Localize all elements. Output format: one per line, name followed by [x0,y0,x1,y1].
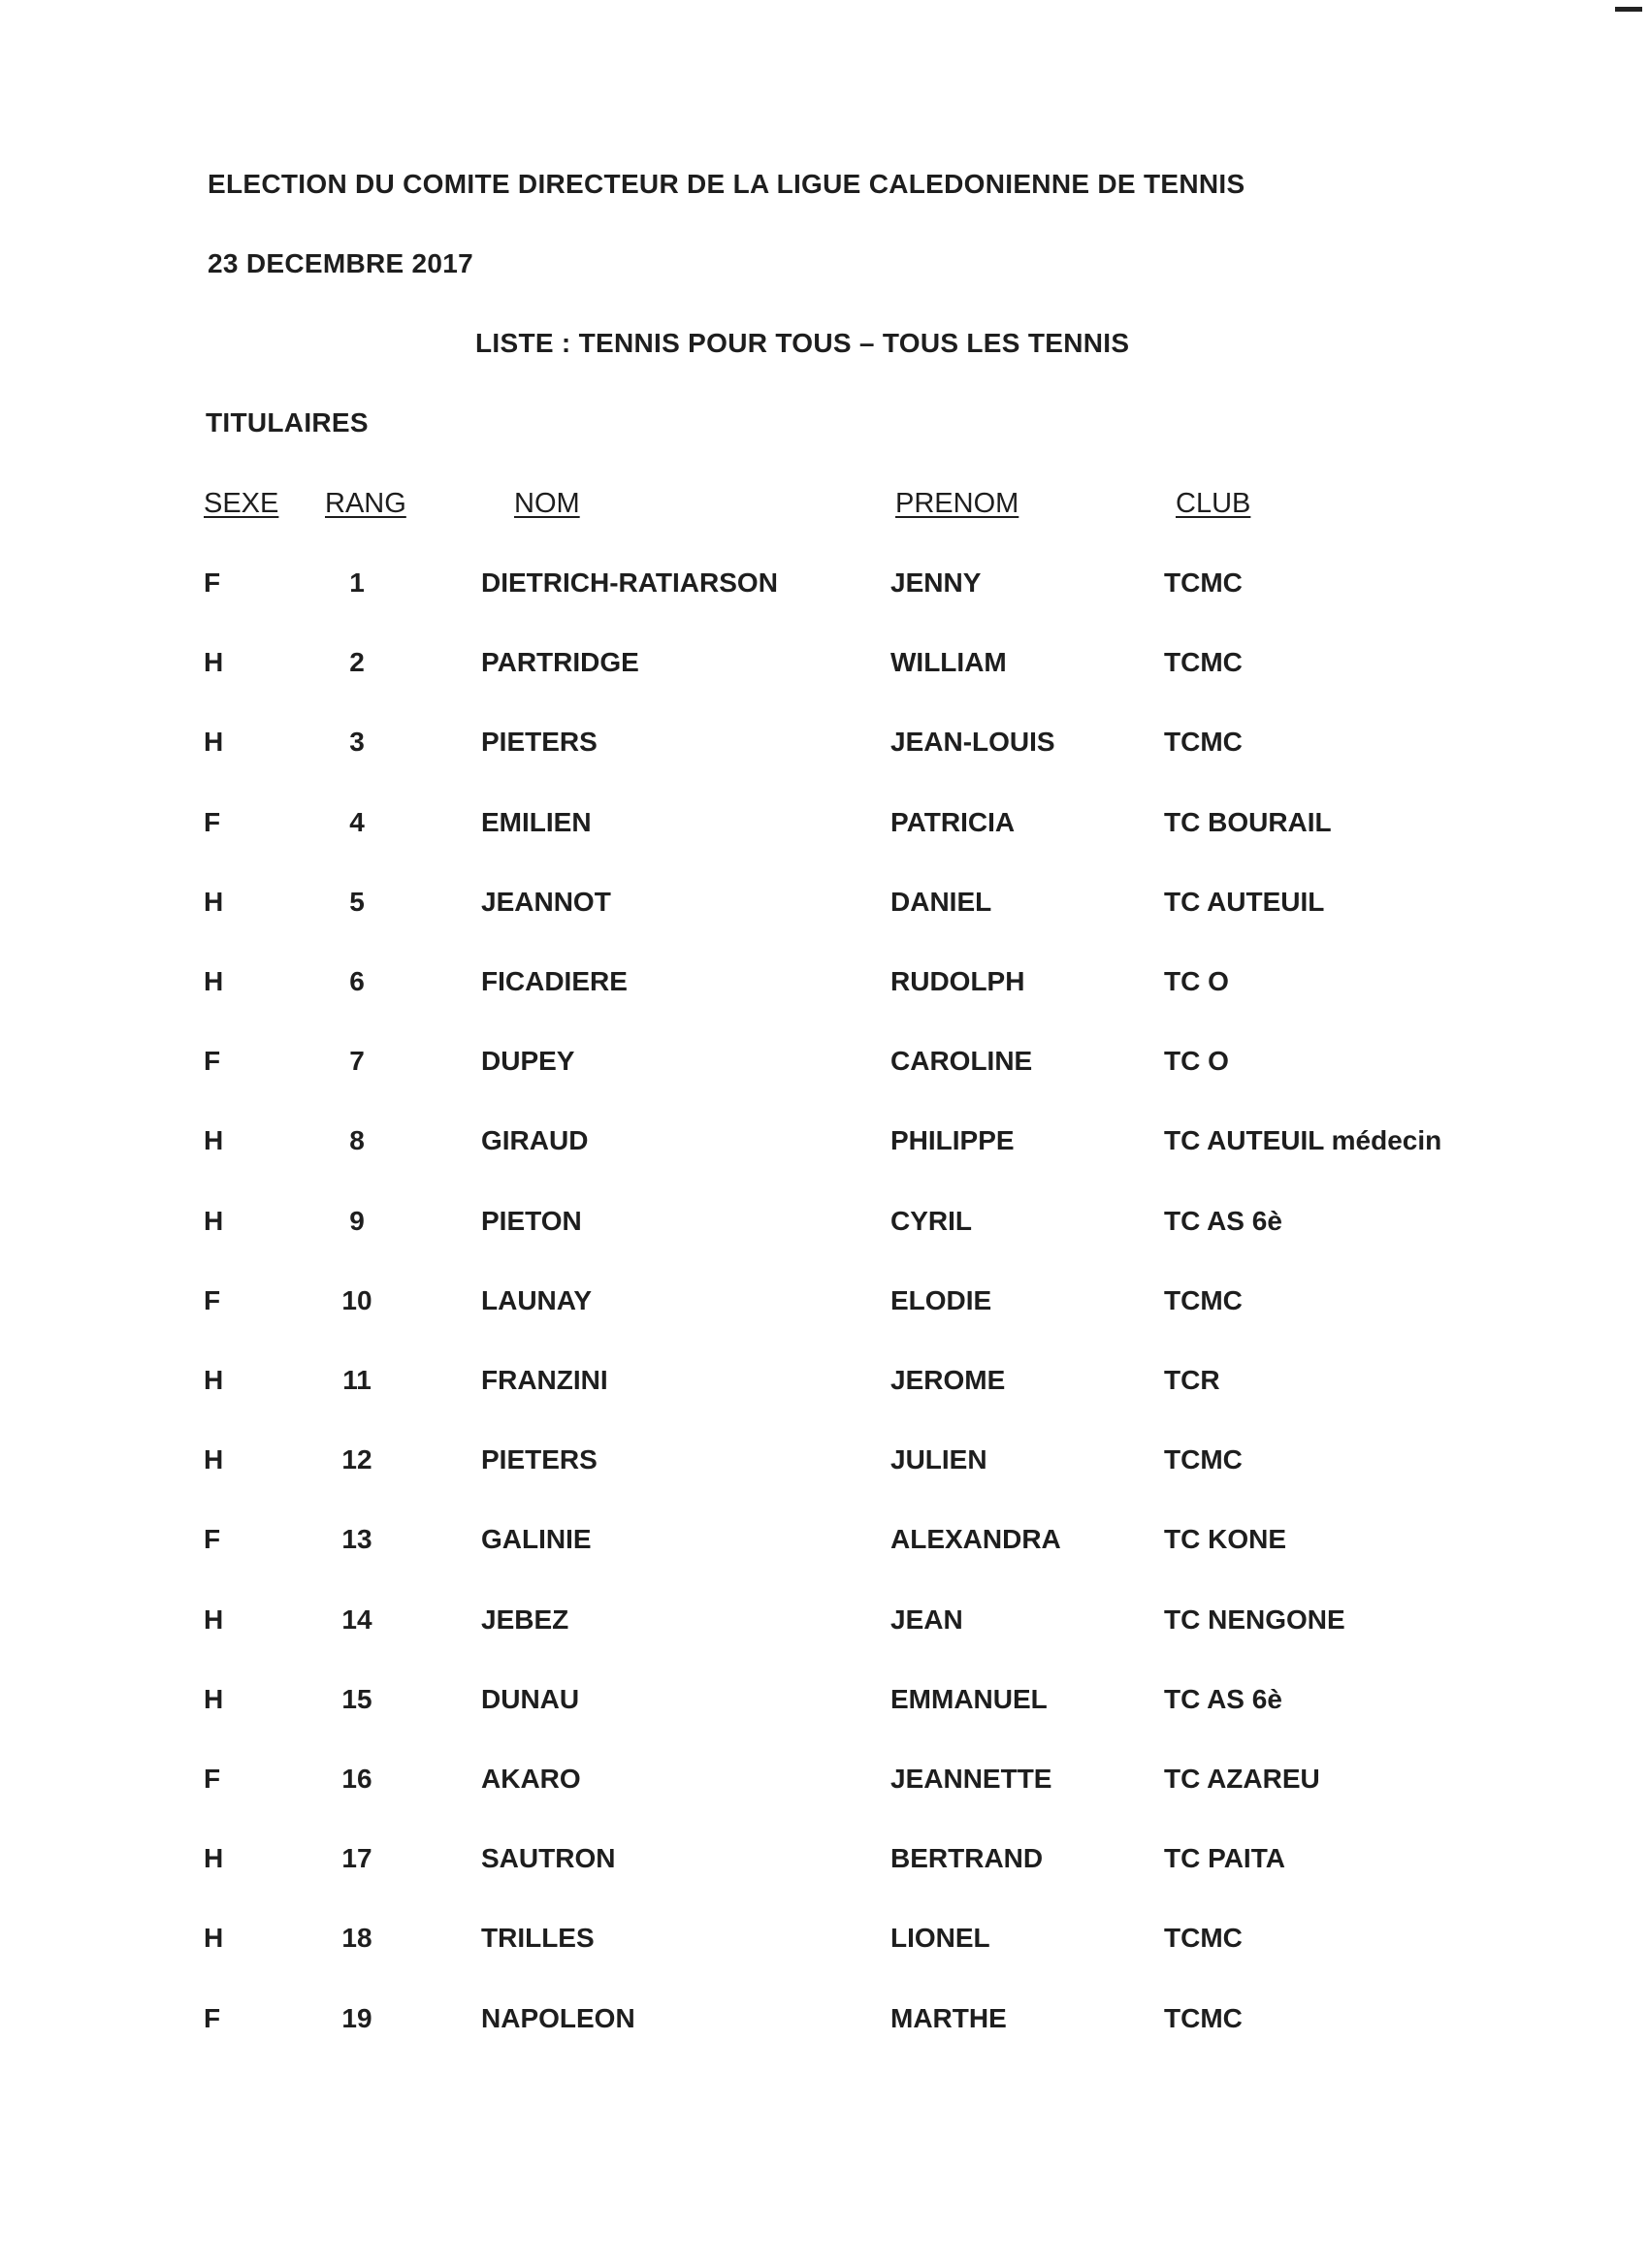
cell-prenom: LIONEL [890,1923,990,1953]
cell-sexe: H [204,727,224,757]
table-row [0,1764,1649,1802]
cell-sexe: F [204,1046,221,1076]
cell-sexe: H [204,1604,224,1635]
table-row [0,1206,1649,1245]
cell-prenom: BERTRAND [890,1843,1044,1873]
cell-nom: AKARO [481,1764,581,1794]
cell-sexe: F [204,567,221,598]
cell-nom: NAPOLEON [481,2003,635,2033]
table-row [0,1923,1649,1961]
column-header-nom: NOM [514,488,580,519]
cell-rang: 8 [349,1125,365,1155]
cell-nom: FICADIERE [481,966,628,996]
cell-nom: GIRAUD [481,1125,589,1155]
cell-nom: PIETON [481,1206,582,1236]
cell-prenom: JEAN-LOUIS [890,727,1055,757]
cell-club: TC NENGONE [1164,1604,1345,1635]
cell-prenom: ALEXANDRA [890,1524,1061,1554]
document-date: 23 DECEMBRE 2017 [208,248,474,278]
cell-sexe: H [204,1206,224,1236]
column-header-sexe: SEXE [204,488,279,519]
cell-prenom: PHILIPPE [890,1125,1015,1155]
table-row [0,567,1649,606]
cell-club: TC O [1164,966,1229,996]
table-row [0,1843,1649,1882]
cell-nom: JEBEZ [481,1604,569,1635]
cell-sexe: F [204,1764,221,1794]
cell-club: TC AZAREU [1164,1764,1320,1794]
cell-nom: EMILIEN [481,807,592,837]
cell-sexe: H [204,1684,224,1714]
cell-sexe: F [204,1524,221,1554]
cell-club: TC O [1164,1046,1229,1076]
cell-rang: 1 [349,567,365,598]
cell-rang: 13 [341,1524,372,1554]
cell-rang: 18 [341,1923,372,1953]
cell-nom: DUPEY [481,1046,575,1076]
cell-sexe: H [204,1365,224,1395]
table-row [0,1365,1649,1404]
table-row [0,1046,1649,1085]
cell-prenom: MARTHE [890,2003,1007,2033]
cell-nom: PIETERS [481,1444,598,1474]
cell-club: TCMC [1164,1444,1243,1474]
cell-club: TC AS 6è [1164,1684,1282,1714]
table-row [0,1684,1649,1723]
table-row [0,1524,1649,1563]
cell-prenom: EMMANUEL [890,1684,1048,1714]
table-row [0,807,1649,846]
table-row [0,887,1649,925]
table-row [0,1604,1649,1643]
cell-club: TCMC [1164,727,1243,757]
cell-rang: 12 [341,1444,372,1474]
table-row [0,2003,1649,2042]
cell-prenom: CYRIL [890,1206,972,1236]
cell-sexe: H [204,1923,224,1953]
cell-prenom: PATRICIA [890,807,1016,837]
cell-rang: 14 [341,1604,372,1635]
cell-club: TC BOURAIL [1164,807,1332,837]
cell-sexe: H [204,1444,224,1474]
cell-nom: DIETRICH-RATIARSON [481,567,778,598]
column-header-rang: RANG [325,488,406,519]
cell-sexe: F [204,2003,221,2033]
cell-sexe: H [204,966,224,996]
cell-club: TC AS 6è [1164,1206,1282,1236]
cell-club: TCMC [1164,1285,1243,1315]
cell-prenom: DANIEL [890,887,992,917]
column-header-club: CLUB [1176,488,1251,519]
cell-sexe: H [204,647,224,677]
cell-rang: 19 [341,2003,372,2033]
cell-club: TC AUTEUIL médecin [1164,1125,1442,1155]
cell-sexe: H [204,1843,224,1873]
cell-rang: 11 [342,1365,372,1395]
cell-rang: 9 [349,1206,365,1236]
table-row [0,647,1649,686]
cell-rang: 7 [349,1046,365,1076]
cell-rang: 16 [341,1764,372,1794]
cell-club: TC PAITA [1164,1843,1285,1873]
cell-rang: 3 [349,727,365,757]
cell-prenom: CAROLINE [890,1046,1033,1076]
list-name: LISTE : TENNIS POUR TOUS – TOUS LES TENNIS [475,328,1130,358]
cell-rang: 17 [341,1843,372,1873]
table-row [0,1444,1649,1483]
cell-club: TC KONE [1164,1524,1286,1554]
cell-sexe: H [204,887,224,917]
table-row [0,1285,1649,1324]
cell-nom: SAUTRON [481,1843,616,1873]
table-row [0,727,1649,765]
cell-nom: GALINIE [481,1524,592,1554]
cell-prenom: JEANNETTE [890,1764,1052,1794]
cell-rang: 6 [349,966,365,996]
section-heading: TITULAIRES [206,407,369,437]
cell-club: TCMC [1164,567,1243,598]
cell-prenom: JENNY [890,567,982,598]
cell-rang: 2 [349,647,365,677]
cell-nom: TRILLES [481,1923,595,1953]
cell-club: TCR [1164,1365,1220,1395]
cell-rang: 15 [341,1684,372,1714]
cell-prenom: JEAN [890,1604,963,1635]
cell-club: TCMC [1164,1923,1243,1953]
scan-mark [1615,7,1642,12]
cell-nom: PIETERS [481,727,598,757]
cell-club: TCMC [1164,2003,1243,2033]
cell-club: TC AUTEUIL [1164,887,1325,917]
cell-prenom: JULIEN [890,1444,987,1474]
cell-prenom: ELODIE [890,1285,992,1315]
document-title: ELECTION DU COMITE DIRECTEUR DE LA LIGUE CALEDONIENNE DE TENNIS [208,169,1245,199]
cell-nom: PARTRIDGE [481,647,639,677]
cell-club: TCMC [1164,647,1243,677]
cell-sexe: F [204,807,221,837]
cell-prenom: WILLIAM [890,647,1007,677]
cell-prenom: JEROME [890,1365,1006,1395]
cell-rang: 5 [349,887,365,917]
cell-sexe: H [204,1125,224,1155]
cell-sexe: F [204,1285,221,1315]
table-row [0,1125,1649,1164]
cell-prenom: RUDOLPH [890,966,1025,996]
cell-nom: JEANNOT [481,887,611,917]
table-row [0,966,1649,1005]
cell-rang: 4 [349,807,365,837]
cell-nom: LAUNAY [481,1285,593,1315]
cell-rang: 10 [341,1285,372,1315]
column-header-prenom: PRENOM [895,488,1019,519]
cell-nom: FRANZINI [481,1365,608,1395]
cell-nom: DUNAU [481,1684,580,1714]
